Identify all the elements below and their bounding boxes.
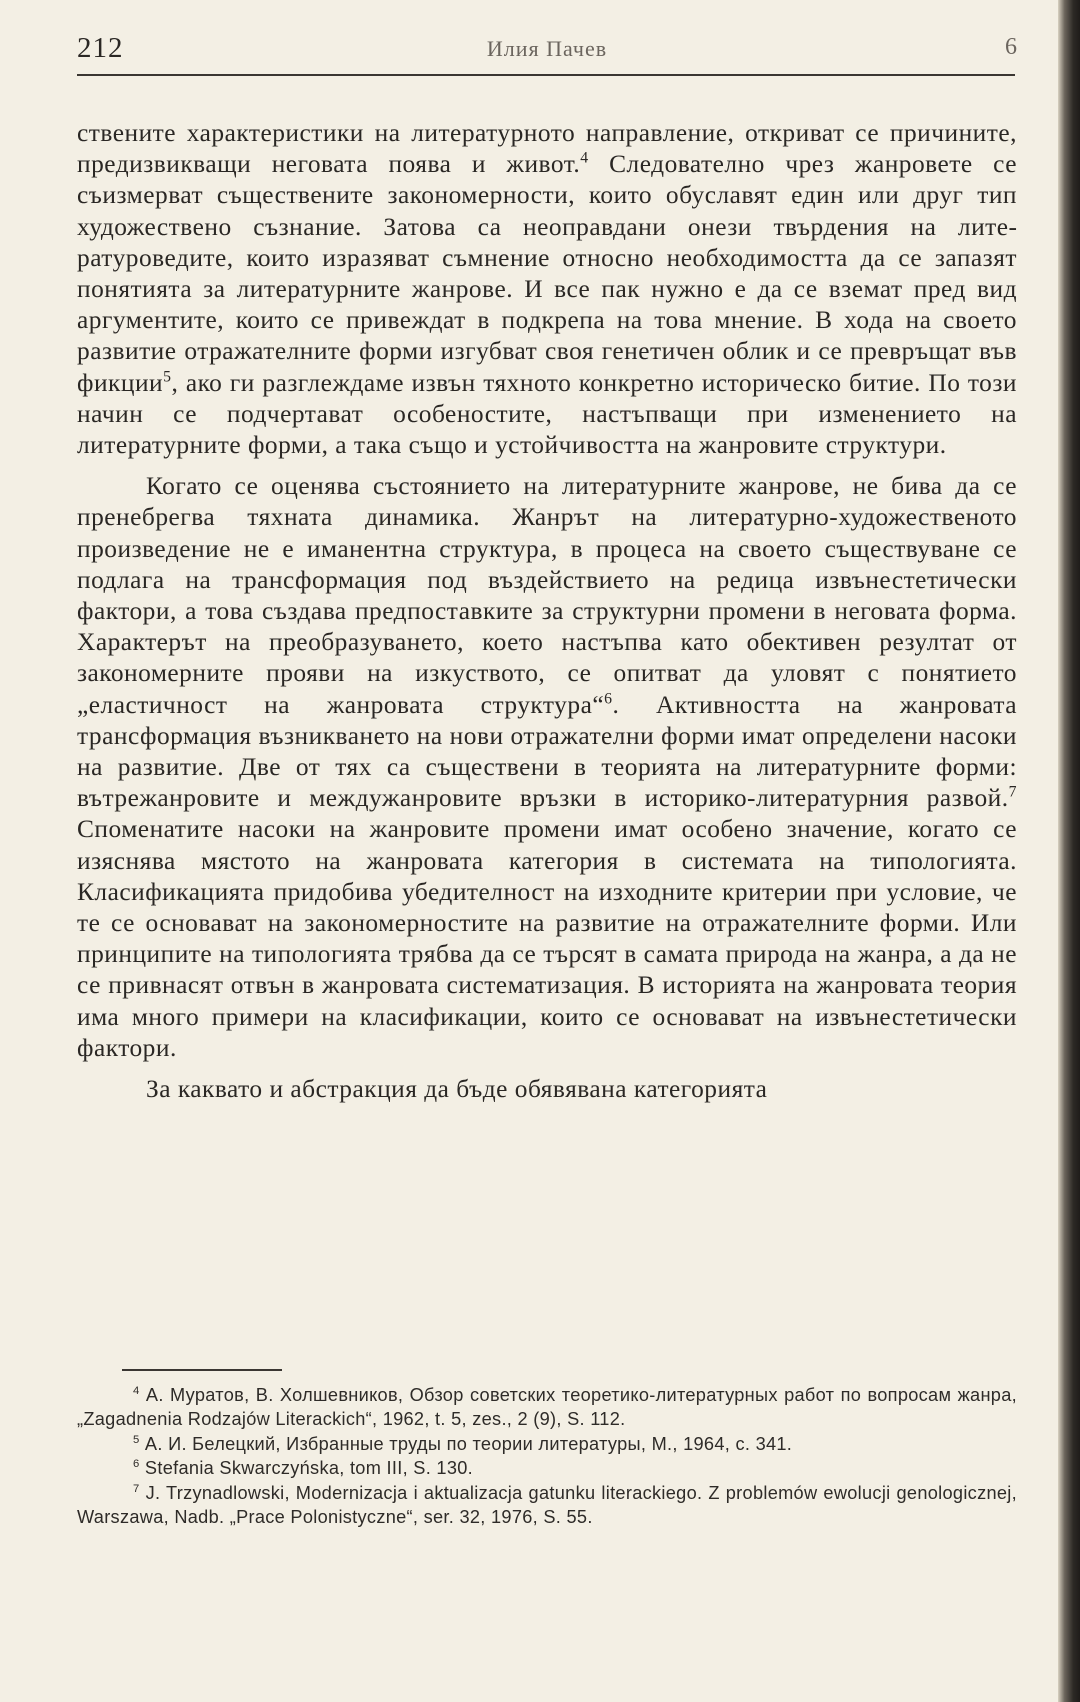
page-number: 212 — [77, 32, 124, 64]
paragraph-text: Когато се оценява състоянието на литературните жанрове, не бива да се пренебрегва тяхната динамика. Жанрът на литературно-художественото произведение не е иманентна структура, в процеса на своето съществуване се подлага на трансформация под въздействието на редица извънестетически фактори, а това създава предпоставките за структурни промени в неговата форма. Характерът на преобразуването, което настъпва като обективен резултат от закономерните прояви на изкуството, се опитват да уловят с понятието „еластичност на жанровата структура“ — [77, 472, 1017, 719]
footnote-ref[interactable]: 7 — [1008, 783, 1017, 801]
footnote-mark: 5 — [133, 1433, 140, 1446]
paragraph-text: Споменатите насоки на жанровите промени имат особено значение, когато се изяснява мястото на жанровата категория в системата на типологията. Класификацията придобива убедителност на изходните критерии при условие, че те се основават на закономерностите на развитие на отражателните форми. Или принципите на типологията трябва да се търсят в самата природа на жанра, а да не се привнасят отвън в жанровата систематизация. В историята на жанровата теория има много примери на класификации, които се основават на извънестетически фактори. — [77, 815, 1017, 1062]
footnote-text: J. Trzynadlowski, Modernizacja i aktualizacja gatunku literackiego. Z problemów ewolucji genologicznej, Warszawa, Nadb. „Prace Polonistyczne“, ser. 32, 1976, S. 55. — [77, 1482, 1017, 1528]
footnote-ref[interactable]: 5 — [163, 368, 172, 386]
paragraph-text: Следователно чрез жанровете се съизмерват съществените закономерности, които обуславят един или друг тип художествено съзнание. Затова са неоправдани онези твърдения на литературоведите, които изразяват съмнение относно необходимостта да се запазят понятията за литературните жанрове. И все пак нужно е да се вземат пред вид аргументите, които се привеждат в подкрепа на това мнение. В хода на своето развитие отражателните форми изгубват своя генетичен облик и се превръщат във фикции — [77, 150, 1017, 397]
footnote-ref[interactable]: 6 — [604, 690, 613, 708]
footnote-text: А. Муратов, В. Холшевников, Обзор советских теоретико-литературных работ по вопросам жанра, „Zagadnenia Rodzajów Literackich“, 1962, t. 5, zes., 2 (9), S. 112. — [77, 1385, 1017, 1430]
footnote-text: А. И. Белецкий, Избранные труды по теории литературы, М., 1964, с. 341. — [139, 1433, 793, 1454]
paragraph-text: , ако ги разглеждаме извън тяхното конкретно историческо битие. По този начин се подчертават особеностите, настъпващи при изменението на литературните форми, а така също и устойчивостта на жанровите структури. — [77, 368, 1017, 460]
footnote-mark: 7 — [133, 1482, 140, 1495]
running-title: Илия Пачев — [486, 36, 608, 61]
paragraph-3 — [77, 1074, 1017, 1105]
footnote — [77, 1383, 1017, 1432]
footnote-mark: 6 — [133, 1458, 140, 1471]
header-rule — [77, 74, 1015, 76]
paragraph-2 — [77, 471, 1017, 1064]
body-text — [77, 118, 1017, 1105]
footnote — [77, 1432, 1017, 1456]
paragraph-text: За каквато и абстракция да бъде обявявана категорията — [146, 1075, 768, 1104]
paragraph-1 — [77, 118, 1017, 461]
footnote — [77, 1456, 1017, 1480]
footnotes — [77, 1369, 1017, 1529]
page-header — [77, 32, 1017, 72]
paragraph-text: . Активността на жанровата трансформация възникването на нови отражателни форми имат определени насоки на развитие. Две от тях са съществени в теорията на литературните форми: вътрежанровите и междужанровите връзки в историко-литературния развой. — [77, 690, 1017, 813]
section-number: 6 — [1005, 34, 1017, 60]
paragraph-text: ствените характеристики на литературното направление, откриват се причините, предизвикващи неговата поява и живот. — [77, 119, 1017, 179]
footnote — [77, 1481, 1017, 1530]
footnote-ref[interactable]: 4 — [580, 149, 589, 167]
page-binding-edge — [1058, 0, 1080, 1702]
footnote-mark: 4 — [133, 1384, 140, 1397]
footnote-text: Stefania Skwarczyńska, tom III, S. 130. — [139, 1458, 474, 1479]
